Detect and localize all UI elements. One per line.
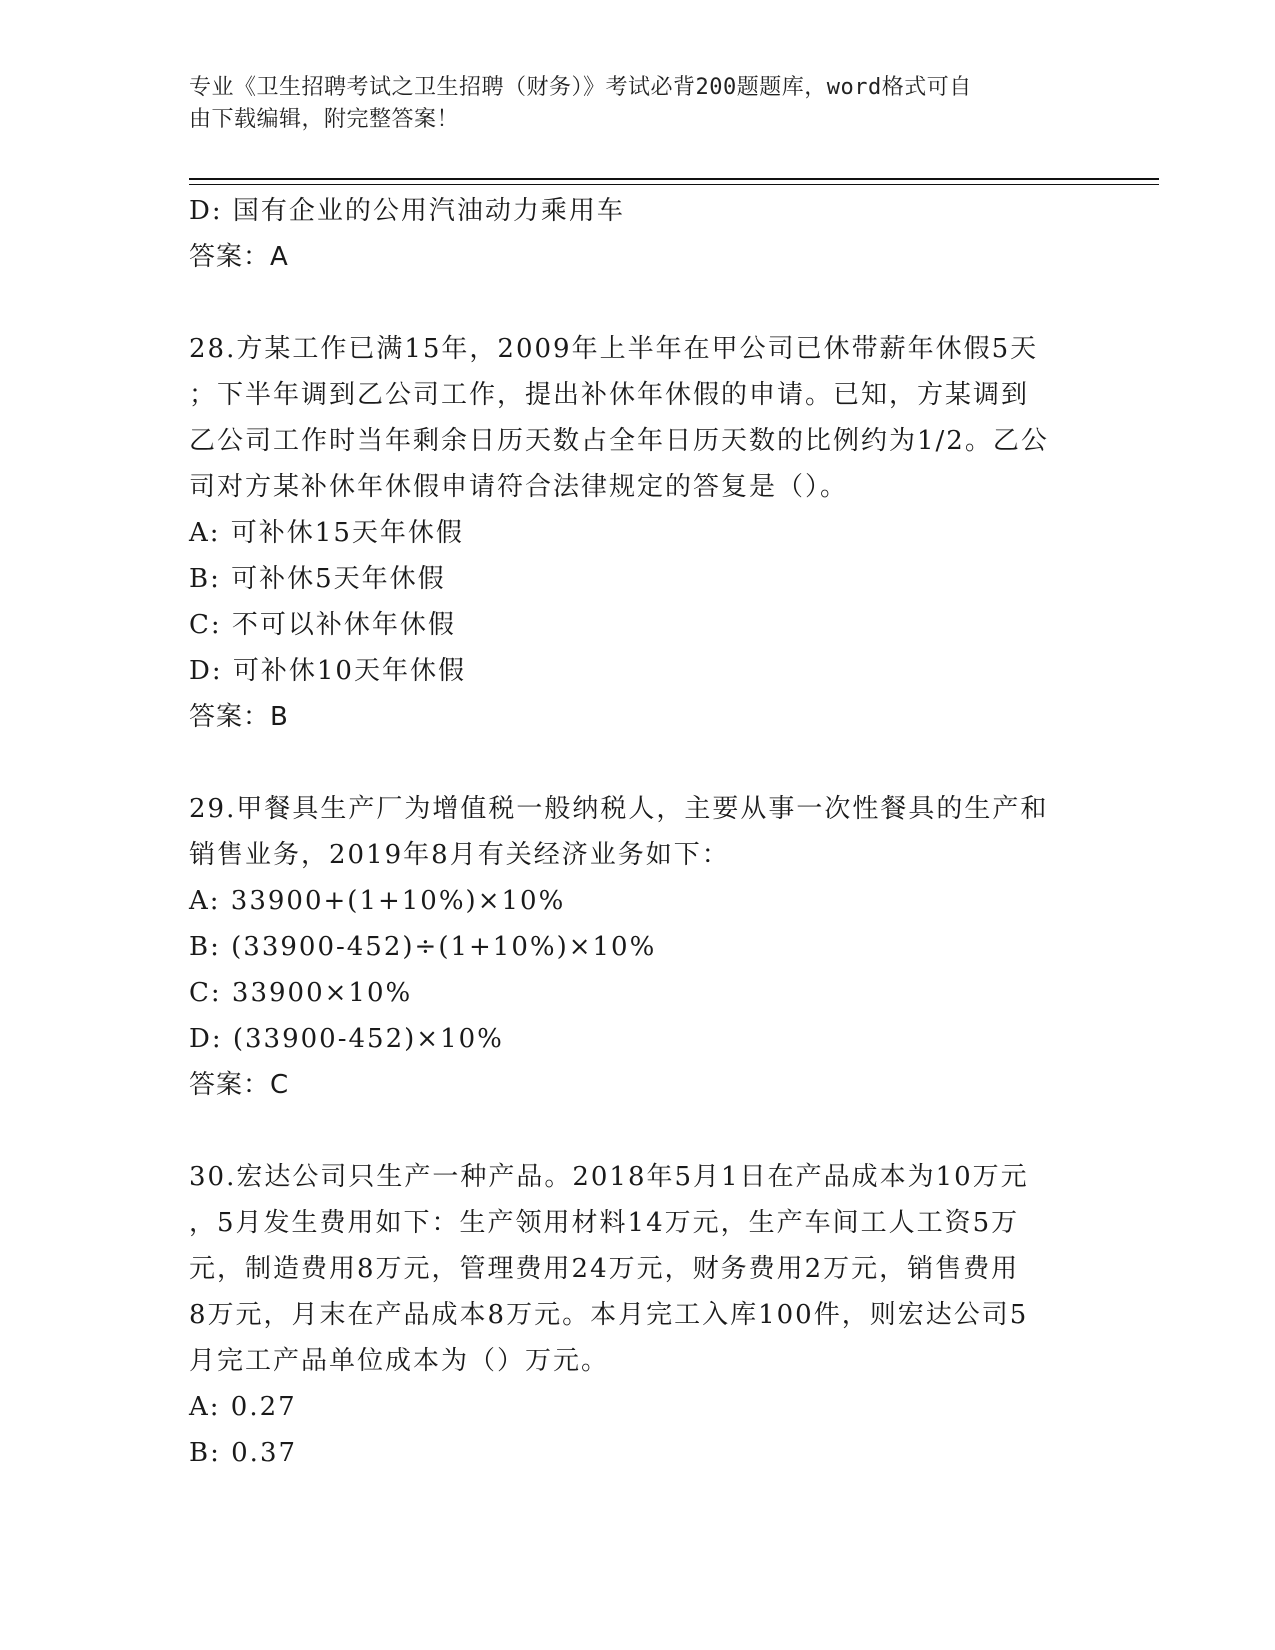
q30-stem-line: 30.宏达公司只生产一种产品。2018年5月1日在产品成本为10万元 [189,1162,1029,1192]
q28-stem-line: 乙公司工作时当年剩余日历天数占全年日历天数的比例约为1/2。乙公 [189,426,1049,456]
q29-stem-line: 销售业务，2019年8月有关经济业务如下： [189,840,730,870]
question-content [189,188,1089,1476]
q30-stem-line: 8万元，月末在产品成本8万元。本月完工入库100件，则宏达公司5 [189,1300,1029,1330]
q28-stem-line: 28.方某工作已满15年，2009年上半年在甲公司已休带薪年休假5天 [189,334,1039,364]
q27-answer: 答案：A [189,242,289,272]
spacer [189,280,1089,326]
q28-option-b: B: 可补休5天年休假 [189,564,446,594]
spacer [189,740,1089,786]
q29-option-b: B: (33900-452)÷(1+10%)×10% [189,932,657,962]
q30-stem-line: ，5月发生费用如下：生产领用材料14万元，生产车间工人工资5万 [189,1208,1020,1238]
q29-stem-line: 29.甲餐具生产厂为增值税一般纳税人，主要从事一次性餐具的生产和 [189,794,1049,824]
q29-answer: 答案：C [189,1070,290,1100]
q30-option-a: A: 0.27 [189,1392,297,1422]
document-header [189,72,1079,136]
q28-option-d: D: 可补休10天年休假 [189,656,466,686]
q30-stem-line: 元，制造费用8万元，管理费用24万元，财务费用2万元，销售费用 [189,1254,1020,1284]
q29-option-c: C: 33900×10% [189,978,413,1008]
header-line-1: 专业《卫生招聘考试之卫生招聘（财务）》考试必背200题题库，word格式可自 [189,75,972,100]
q30-stem-line: 月完工产品单位成本为（）万元。 [189,1346,610,1376]
q28-stem-line: 司对方某补休年休假申请符合法律规定的答复是（）。 [189,472,849,502]
header-divider-thin [189,184,1159,185]
q28-option-a: A: 可补休15天年休假 [189,518,464,548]
q28-answer: 答案：B [189,702,289,732]
q29-option-d: D: (33900-452)×10% [189,1024,504,1054]
q27-option-d: D: 国有企业的公用汽油动力乘用车 [189,196,625,226]
q28-stem-line: ；下半年调到乙公司工作，提出补休年休假的申请。已知，方某调到 [189,380,1030,410]
q29-option-a: A: 33900+(1+10%)×10% [189,886,566,916]
header-line-2: 由下载编辑，附完整答案！ [189,107,460,132]
spacer [189,1108,1089,1154]
q28-option-c: C: 不可以补休年休假 [189,610,456,640]
q30-option-b: B: 0.37 [189,1438,298,1468]
header-divider-thick [189,178,1159,180]
